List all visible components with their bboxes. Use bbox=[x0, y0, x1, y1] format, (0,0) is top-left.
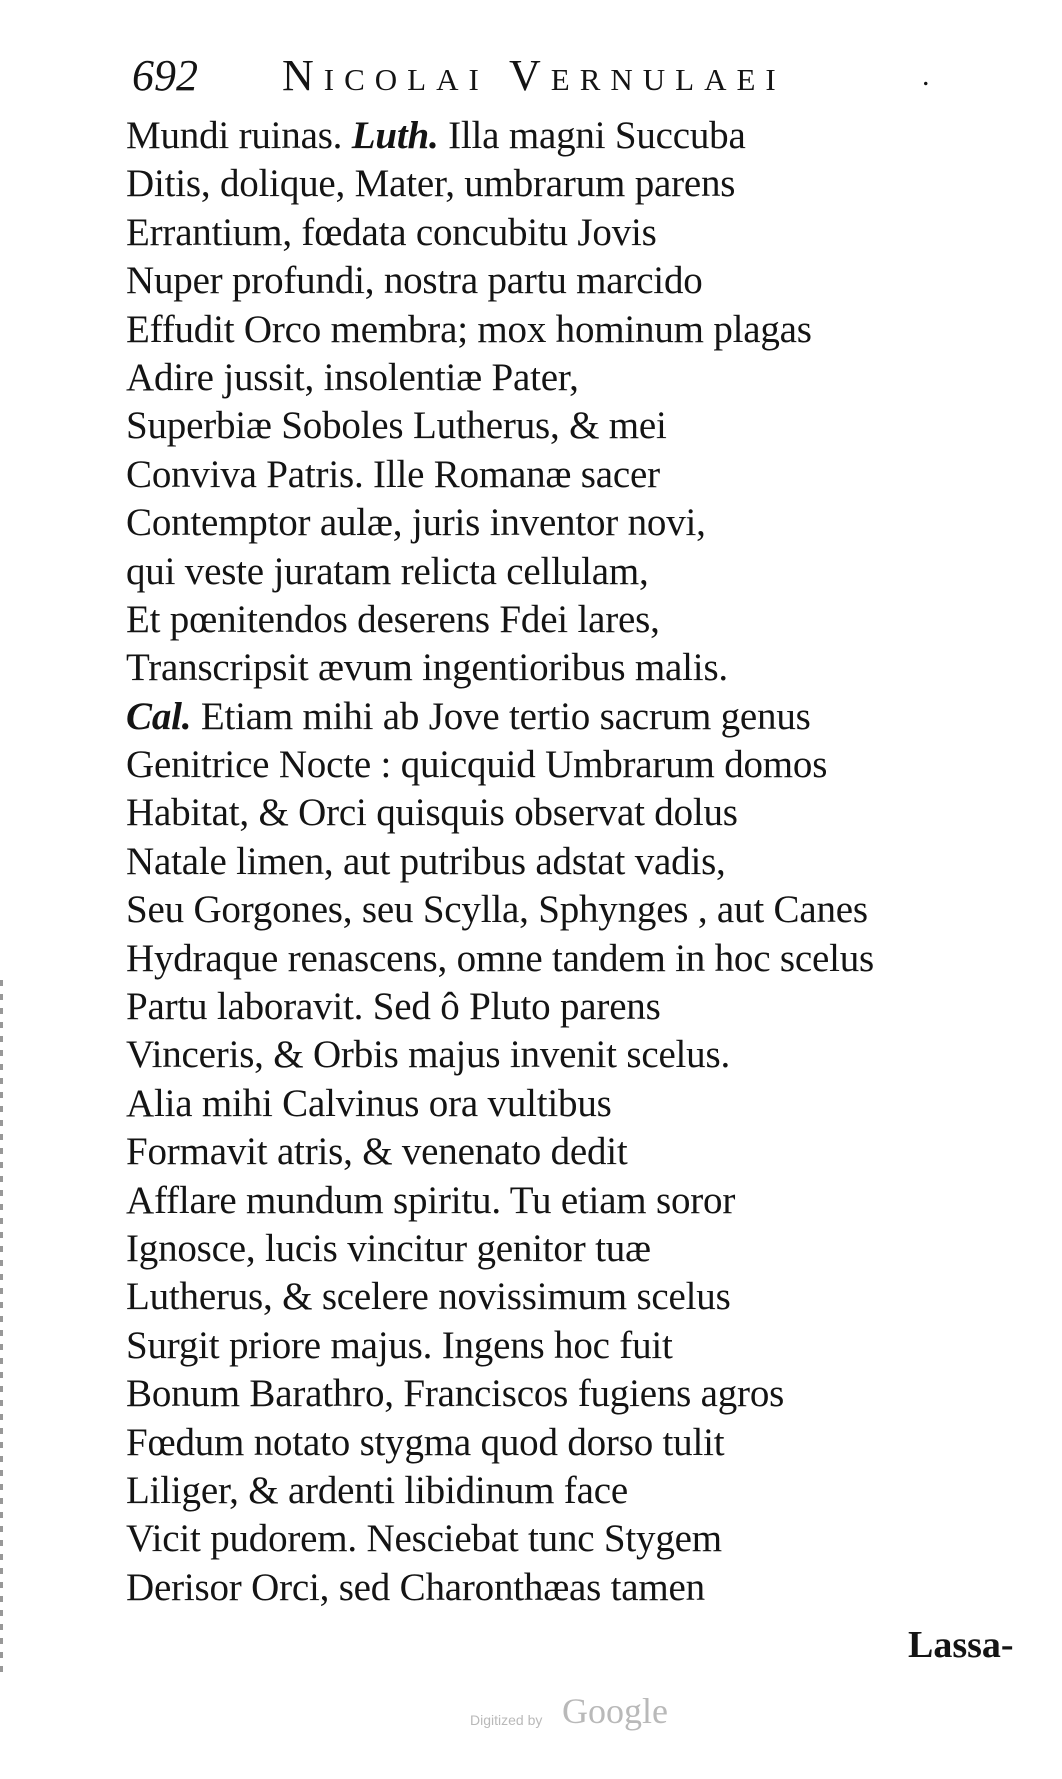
watermark-prefix: Digitized by bbox=[470, 1712, 543, 1728]
verse-line: Lutherus, & scelere novissimum scelus bbox=[126, 1275, 731, 1319]
page-header bbox=[132, 46, 930, 106]
verse-line: Adire jussit, insolentiæ Pater, bbox=[126, 355, 579, 399]
verse-line: Derisor Orci, sed Charonthæas tamen bbox=[126, 1565, 705, 1609]
running-head: Nicolai Vernulaei bbox=[282, 51, 786, 100]
verse-line: Superbiæ Soboles Lutherus, & mei bbox=[126, 404, 667, 448]
verse-line: Conviva Patris. Ille Romanæ sacer bbox=[126, 452, 660, 496]
catchword: Lassa- bbox=[908, 1624, 1014, 1666]
header-mark: . bbox=[922, 59, 930, 92]
verse-line: Habitat, & Orci quisquis observat dolus bbox=[126, 791, 738, 835]
verse-line: qui veste juratam relicta cellulam, bbox=[126, 549, 649, 593]
verse-line: Transcripsit ævum ingentioribus malis. bbox=[126, 646, 728, 690]
verse-line: Fœdum notato stygma quod dorso tulit bbox=[126, 1420, 725, 1464]
verse-line: Vicit pudorem. Nesciebat tunc Stygem bbox=[126, 1517, 722, 1561]
google-logo: Google bbox=[562, 1691, 668, 1731]
verse-line: Surgit priore majus. Ingens hoc fuit bbox=[126, 1323, 673, 1367]
verse-line: Alia mihi Calvinus ora vultibus bbox=[126, 1081, 612, 1125]
verse-line: Mundi ruinas. Luth. Illa magni Succuba bbox=[126, 114, 746, 157]
verse-line: Errantium, fœdata concubitu Jovis bbox=[126, 210, 657, 254]
verse-line: Hydraque renascens, omne tandem in hoc scelus bbox=[126, 936, 874, 980]
scan-edge bbox=[0, 980, 3, 1680]
verse-line: Bonum Barathro, Franciscos fugiens agros bbox=[126, 1372, 785, 1416]
verse-line: Ignosce, lucis vincitur genitor tuæ bbox=[126, 1226, 651, 1270]
verse-line: Seu Gorgones, seu Scylla, Sphynges , aut Canes bbox=[126, 888, 868, 932]
speaker-label: Luth. bbox=[351, 114, 439, 157]
verse-line: Cal. Etiam mihi ab Jove tertio sacrum genus bbox=[126, 694, 811, 738]
verse-line: Partu laboravit. Sed ô Pluto parens bbox=[126, 985, 661, 1029]
verse-line: Contemptor aulæ, juris inventor novi, bbox=[126, 501, 706, 545]
verse-line: Genitrice Nocte : quicquid Umbrarum domos bbox=[126, 743, 828, 787]
verse-line: Natale limen, aut putribus adstat vadis, bbox=[126, 839, 726, 883]
verse-block bbox=[126, 112, 1026, 1612]
verse-line: Afflare mundum spiritu. Tu etiam soror bbox=[126, 1178, 736, 1222]
verse-line: Et pœnitendos deserens Fdei lares, bbox=[126, 597, 660, 641]
verse-line: Effudit Orco membra; mox hominum plagas bbox=[126, 307, 812, 351]
verse-line: Ditis, dolique, Mater, umbrarum parens bbox=[126, 162, 736, 206]
digitization-watermark bbox=[470, 1690, 700, 1740]
verse-line: Vinceris, & Orbis majus invenit scelus. bbox=[126, 1033, 731, 1077]
verse-line: Nuper profundi, nostra partu marcido bbox=[126, 259, 703, 303]
verse-line: Liliger, & ardenti libidinum face bbox=[126, 1468, 628, 1512]
verse-line: Formavit atris, & venenato dedit bbox=[126, 1130, 628, 1174]
speaker-label: Cal. bbox=[126, 694, 192, 738]
page-number: 692 bbox=[132, 51, 198, 100]
